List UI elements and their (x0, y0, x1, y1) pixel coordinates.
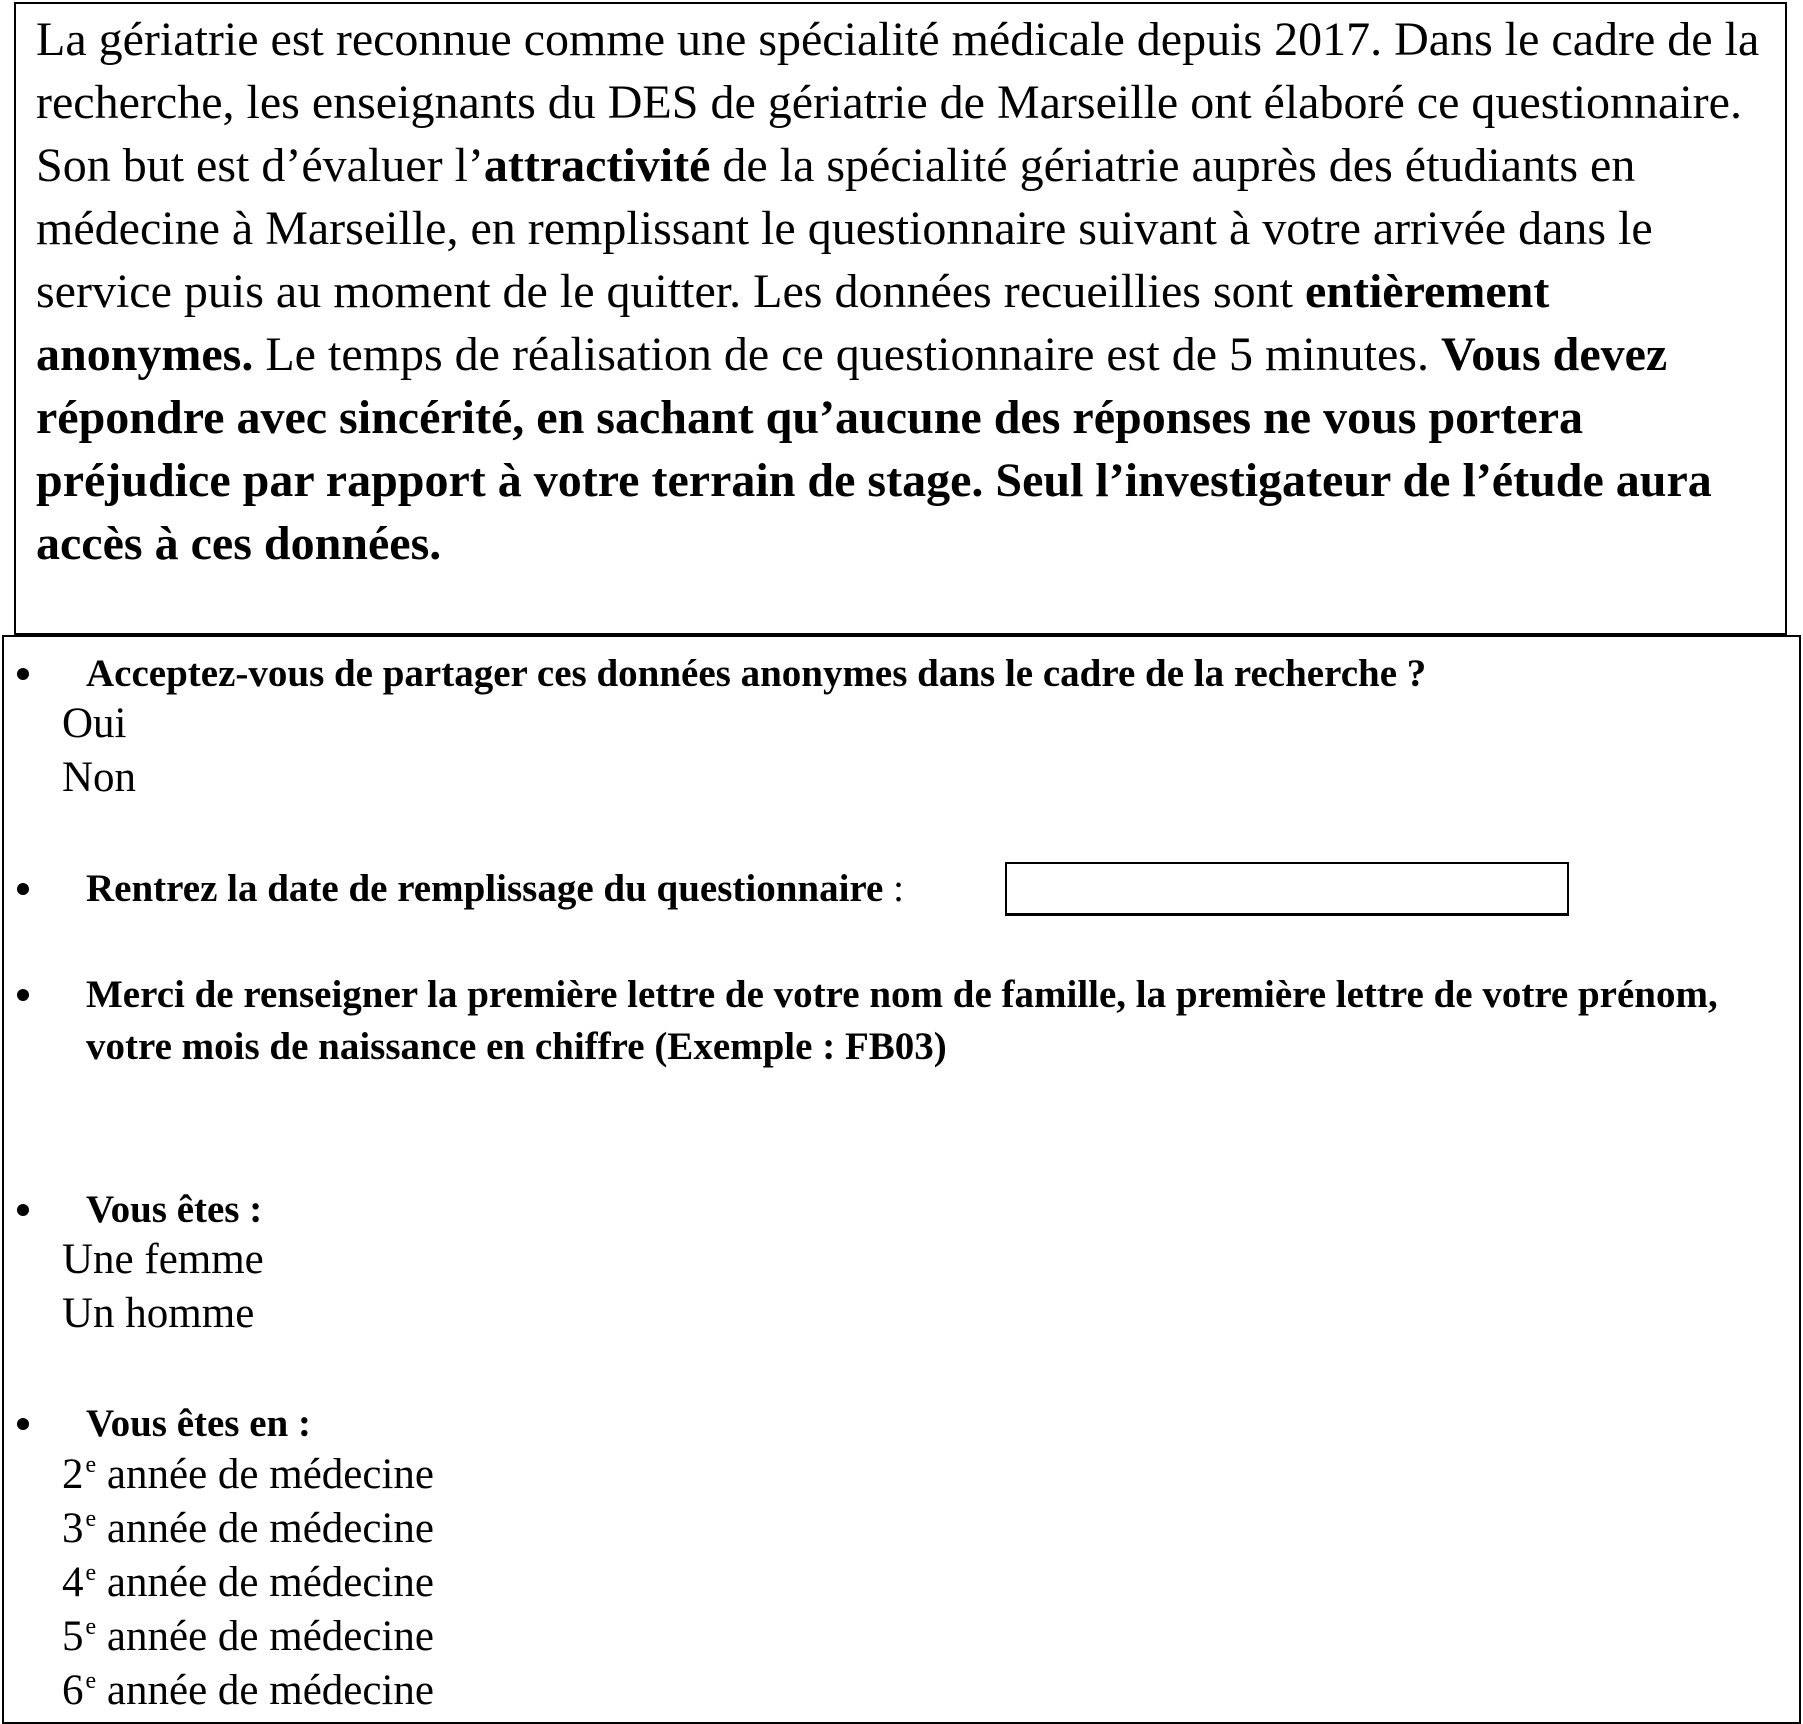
bullet-icon (17, 883, 29, 895)
bullet-icon (17, 668, 29, 680)
intro-text-1: La gériatrie est reconnue comme une spécialité médicale depuis 2017. Dans le cadre de la recherche, les enseignants du DES de gériatrie de Marseille ont élaboré ce questionnaire. Son but est d’évaluer l’ (36, 13, 1760, 192)
intro-bold-sincerite: Vous devez répondre avec sincérité, en sachant qu’aucune des réponses ne vous portera préjudice par rapport à votre terrain de stage. Seul l’investigateur de l’étude aura accès à ces données. (36, 328, 1712, 570)
question-date-colon: : (883, 867, 904, 910)
year-superscript: e (85, 1614, 97, 1640)
option-year-2[interactable] (62, 1448, 434, 1508)
year-superscript: e (85, 1668, 97, 1694)
option-year-6[interactable] (62, 1664, 434, 1724)
year-text: année de médecine (96, 1613, 434, 1660)
year-number: 5 (62, 1613, 84, 1660)
question-gender-label: Vous êtes : (86, 1188, 263, 1231)
bullet-icon (17, 1418, 29, 1430)
intro-text-2: de la spécialité gériatrie auprès des étudiants en médecine à Marseille, en remplissant le questionnaire suivant à votre arrivée dans le service puis au moment de le quitter. Les données recueillies sont (36, 139, 1653, 318)
year-number: 2 (62, 1451, 84, 1498)
year-number: 4 (62, 1559, 84, 1606)
year-number: 3 (62, 1505, 84, 1552)
year-text: année de médecine (96, 1559, 434, 1606)
option-oui[interactable]: Oui (62, 700, 127, 747)
question-year-label: Vous êtes en : (86, 1402, 311, 1445)
date-input[interactable] (1005, 862, 1569, 916)
question-consent-label: Acceptez-vous de partager ces données anonymes dans le cadre de la recherche ? (86, 652, 1427, 695)
intro-text-3: Le temps de réalisation de ce questionnaire est de 5 minutes. (253, 328, 1441, 381)
year-superscript: e (85, 1506, 97, 1532)
questionnaire-form (2, 635, 1801, 1724)
year-text: année de médecine (96, 1667, 434, 1714)
option-non[interactable]: Non (62, 754, 137, 801)
option-year-5[interactable] (62, 1610, 434, 1670)
question-date-text: Rentrez la date de remplissage du questionnaire (86, 867, 884, 910)
option-une-femme[interactable]: Une femme (62, 1236, 264, 1283)
option-year-4[interactable] (62, 1556, 434, 1616)
intro-bold-anonymes: entièrement anonymes. (36, 265, 1550, 381)
year-text: année de médecine (96, 1505, 434, 1552)
bullet-icon (17, 989, 29, 1001)
year-superscript: e (85, 1452, 97, 1478)
year-text: année de médecine (96, 1451, 434, 1498)
intro-box (14, 2, 1787, 635)
year-superscript: e (85, 1560, 97, 1586)
option-un-homme[interactable]: Un homme (62, 1290, 255, 1337)
option-year-3[interactable] (62, 1502, 434, 1562)
intro-bold-attractivite: attractivité (483, 139, 711, 192)
question-code-label: Merci de renseigner la première lettre de votre nom de famille, la première lettre de votre prénom, votre mois de naissance en chiffre (Exemple : FB03) (86, 973, 1718, 1068)
bullet-icon (17, 1204, 29, 1216)
year-number: 6 (62, 1667, 84, 1714)
